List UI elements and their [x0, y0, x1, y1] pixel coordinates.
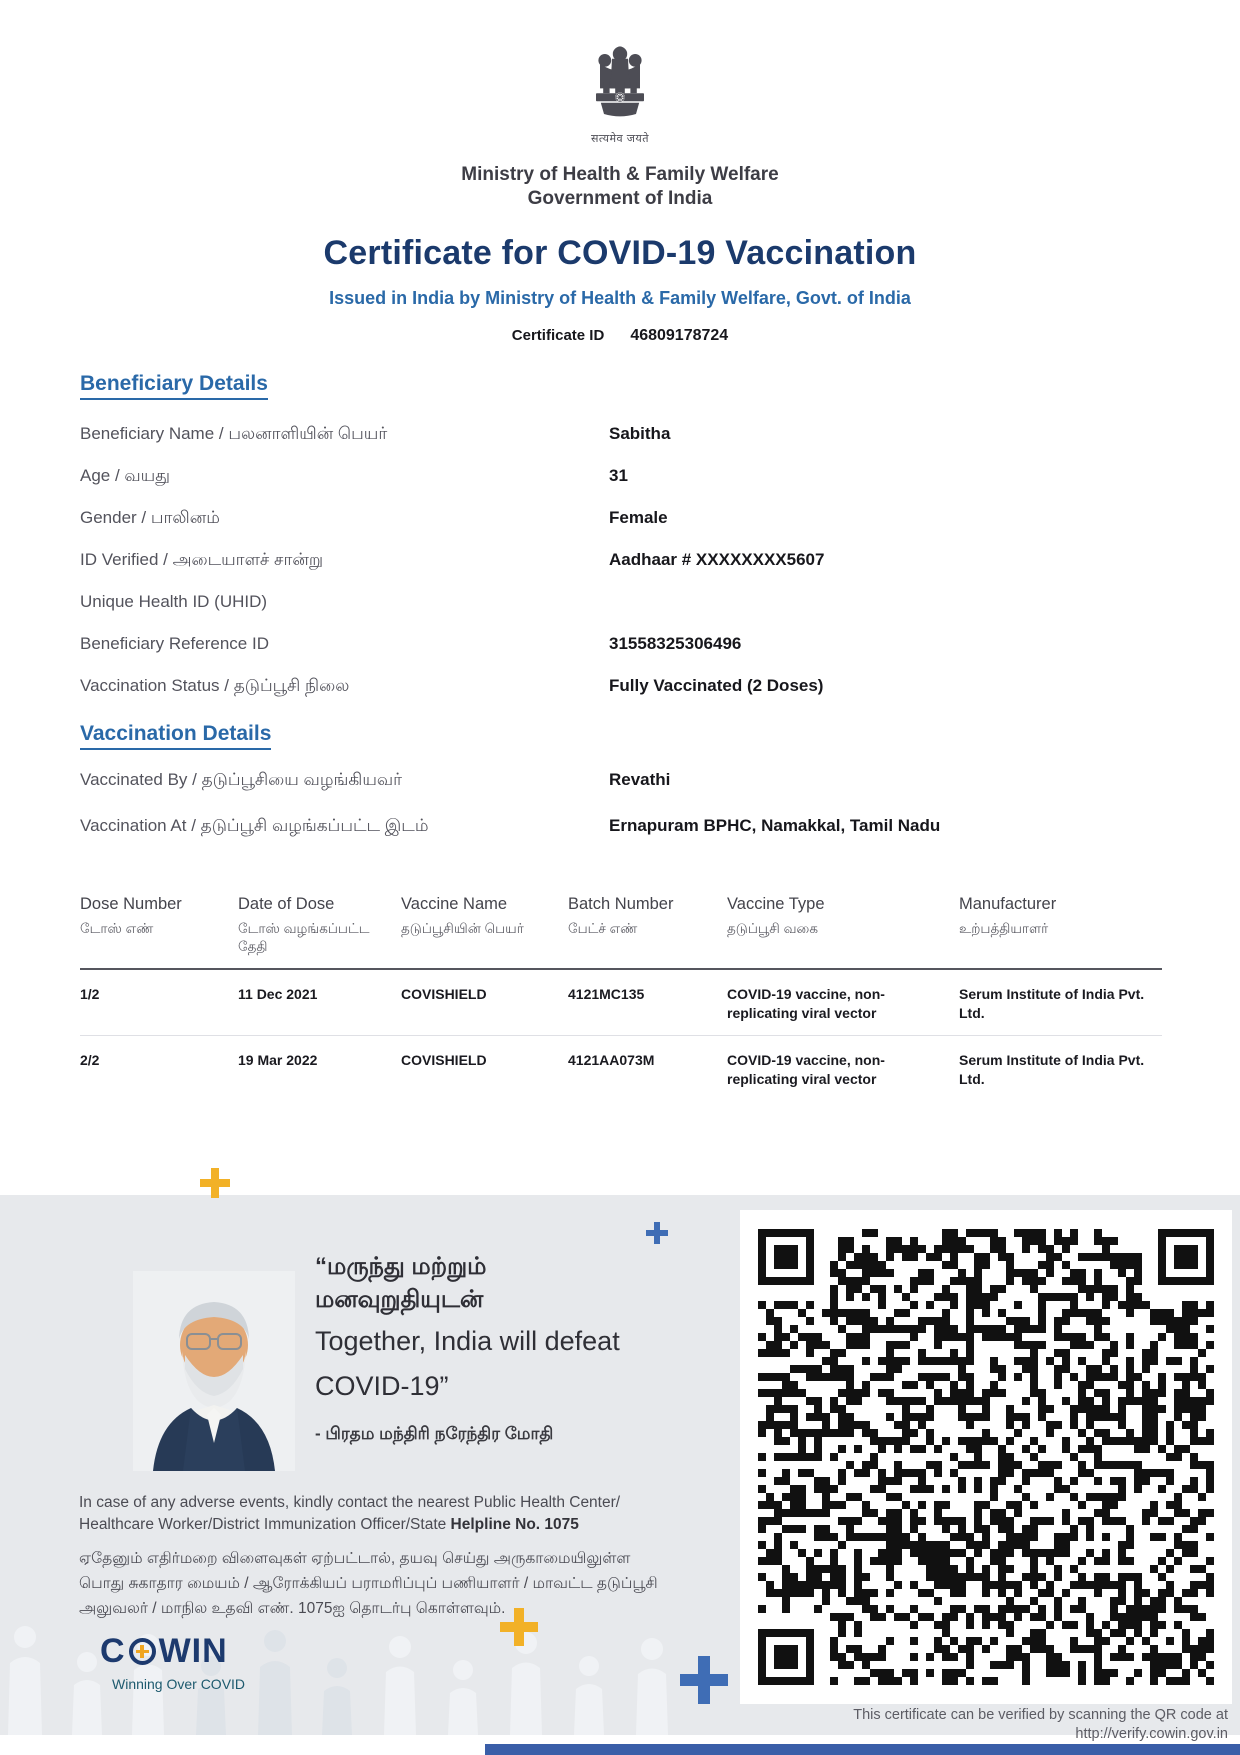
dose-number-cell: 1/2 — [80, 986, 100, 1002]
col-header-ta: டோஸ் எண் — [80, 921, 154, 936]
vaccinated-by-row — [0, 770, 1240, 816]
vaccine-name-cell: COVISHIELD — [401, 1052, 487, 1068]
certificate-header-emblem-area — [0, 40, 1240, 146]
certificate-id-label: Certificate ID — [511, 327, 605, 344]
certificate-subtitle: Issued in India by Ministry of Health & Family Welfare, Govt. of India — [329, 288, 911, 308]
field-value: Female — [609, 508, 668, 527]
adverse-events-text-tamil: ஏதேனும் எதிர்மறை விளைவுகள் ஏற்பட்டால், தயவு செய்து அருகாமையிலுள்ள பொது சுகாதார மையம் / ஆரோக்கியப் பராமரிப்புப் பணியாளர் / மாவட்ட தடுப்பூசி அலுவலர் / மாநில உதவி எண். 1075ஐ தொடர்பு கொள்ளவும். — [79, 1550, 658, 1617]
field-value: 31 — [609, 466, 628, 485]
field-label: Vaccination At / தடுப்பூசி வழங்கப்பட்ட இடம் — [80, 816, 429, 835]
beneficiary-reference-id-row — [0, 634, 1240, 676]
field-value: Ernapuram BPHC, Namakkal, Tamil Nadu — [609, 816, 941, 835]
qr-code — [740, 1210, 1232, 1704]
adverse-events-text — [79, 1492, 679, 1536]
quote-line-english: COVID-19” — [315, 1371, 449, 1401]
col-vaccine-type — [727, 895, 959, 956]
cowin-letter-c: C — [100, 1632, 126, 1670]
col-header-en: Batch Number — [568, 895, 674, 913]
col-header-en: Vaccine Type — [727, 895, 825, 913]
certificate-id-value: 46809178724 — [630, 327, 729, 344]
adverse-line-1: In case of any adverse events, kindly contact the nearest Public Health Center/ — [79, 1494, 621, 1511]
quote-attribution: - பிரதம மந்திரி நரேந்திர மோதி — [315, 1424, 554, 1443]
date-of-dose-cell: 11 Dec 2021 — [238, 986, 318, 1002]
footer-bar — [485, 1744, 1240, 1755]
verify-text-block — [853, 1706, 1228, 1744]
age-row — [0, 466, 1240, 508]
adverse-line-2: Healthcare Worker/District Immunization Officer/State — [79, 1516, 451, 1533]
date-of-dose-cell: 19 Mar 2022 — [238, 1052, 318, 1068]
vaccination-details-heading: Vaccination Details — [80, 722, 271, 750]
col-header-ta: உற்பத்தியாளர் — [959, 921, 1049, 936]
vaccination-at-row — [0, 816, 1240, 862]
government-name: Government of India — [527, 188, 713, 209]
beneficiary-details-heading: Beneficiary Details — [80, 372, 268, 400]
col-header-en: Vaccine Name — [401, 895, 508, 913]
col-header-ta: டோஸ் வழங்கப்பட்ட தேதி — [238, 921, 370, 954]
manufacturer-cell: Serum Institute of India Pvt. Ltd. — [959, 986, 1145, 1021]
col-header-en: Date of Dose — [238, 895, 335, 913]
beneficiary-name-row — [0, 424, 1240, 466]
col-date-of-dose — [238, 895, 401, 956]
field-label: Unique Health ID (UHID) — [80, 592, 268, 611]
quote-line-tamil: “மருந்து மற்றும் — [315, 1253, 487, 1280]
certificate-title: Certificate for COVID-19 Vaccination — [323, 234, 917, 272]
plus-decoration-icon — [646, 1222, 668, 1244]
field-label: Vaccination Status / தடுப்பூசி நிலை — [80, 676, 350, 695]
vaccine-name-cell: COVISHIELD — [401, 986, 487, 1002]
field-label: Vaccinated By / தடுப்பூசியை வழங்கியவர் — [80, 770, 403, 789]
field-label: Gender / பாலினம் — [80, 508, 220, 527]
field-value: Fully Vaccinated (2 Doses) — [609, 676, 824, 695]
uhid-row — [0, 592, 1240, 634]
verify-line: This certificate can be verified by scanning the QR code at — [853, 1707, 1228, 1723]
cowin-plus-icon — [129, 1638, 156, 1665]
vaccine-type-cell: COVID-19 vaccine, non-replicating viral vector — [727, 1052, 885, 1087]
plus-decoration-icon — [500, 1608, 538, 1646]
col-header-ta: தடுப்பூசி வகை — [727, 921, 818, 936]
field-label: Beneficiary Name / பலனாளியின் பெயர் — [80, 424, 388, 443]
dose-table-header — [80, 895, 1162, 970]
cowin-letters-win: WIN — [158, 1632, 228, 1670]
pm-modi-photo — [133, 1271, 295, 1471]
field-value: Sabitha — [609, 424, 671, 443]
quote-line-english: Together, India will defeat — [315, 1326, 620, 1356]
col-manufacturer — [959, 895, 1162, 956]
dose-number-cell: 2/2 — [80, 1052, 100, 1068]
field-value: Revathi — [609, 770, 671, 789]
batch-number-cell: 4121AA073M — [568, 1052, 655, 1068]
quote-line-tamil: மனவுறுதியுடன் — [315, 1286, 484, 1313]
col-header-en: Dose Number — [80, 895, 182, 913]
ministry-name: Ministry of Health & Family Welfare — [461, 164, 779, 185]
dose-table-row — [80, 970, 1162, 1036]
field-label: Beneficiary Reference ID — [80, 634, 269, 653]
field-value: 31558325306496 — [609, 634, 742, 653]
plus-decoration-icon — [200, 1168, 230, 1198]
helpline-number: Helpline No. 1075 — [450, 1516, 579, 1533]
plus-decoration-icon — [680, 1656, 728, 1704]
vaccine-type-cell: COVID-19 vaccine, non-replicating viral vector — [727, 986, 885, 1021]
col-dose-number — [80, 895, 238, 956]
cowin-tagline: Winning Over COVID — [112, 1676, 246, 1692]
india-national-emblem-icon — [580, 40, 660, 129]
id-verified-row — [0, 550, 1240, 592]
field-value: Aadhaar # XXXXXXXX5607 — [609, 550, 825, 569]
col-header-ta: தடுப்பூசியின் பெயர் — [401, 921, 524, 936]
cowin-logo — [100, 1632, 228, 1671]
manufacturer-cell: Serum Institute of India Pvt. Ltd. — [959, 1052, 1145, 1087]
field-label: Age / வயது — [80, 466, 171, 485]
batch-number-cell: 4121MC135 — [568, 986, 645, 1002]
vaccination-fields — [0, 770, 1240, 862]
dose-table-row — [80, 1036, 1162, 1101]
field-label: ID Verified / அடையாளச் சான்று — [80, 550, 324, 569]
pm-quote-block — [315, 1250, 620, 1446]
col-batch-number — [568, 895, 727, 956]
col-header-ta: பேட்ச் எண் — [568, 921, 638, 936]
col-vaccine-name — [401, 895, 568, 956]
emblem-motto: सत्यमेव जयते — [590, 133, 650, 145]
gender-row — [0, 508, 1240, 550]
beneficiary-fields — [0, 424, 1240, 718]
vaccination-status-row — [0, 676, 1240, 718]
verify-url-link[interactable]: http://verify.cowin.gov.in — [1075, 1726, 1228, 1742]
certificate-id-row — [0, 327, 1240, 345]
dose-table — [80, 895, 1162, 1101]
col-header-en: Manufacturer — [959, 895, 1057, 913]
